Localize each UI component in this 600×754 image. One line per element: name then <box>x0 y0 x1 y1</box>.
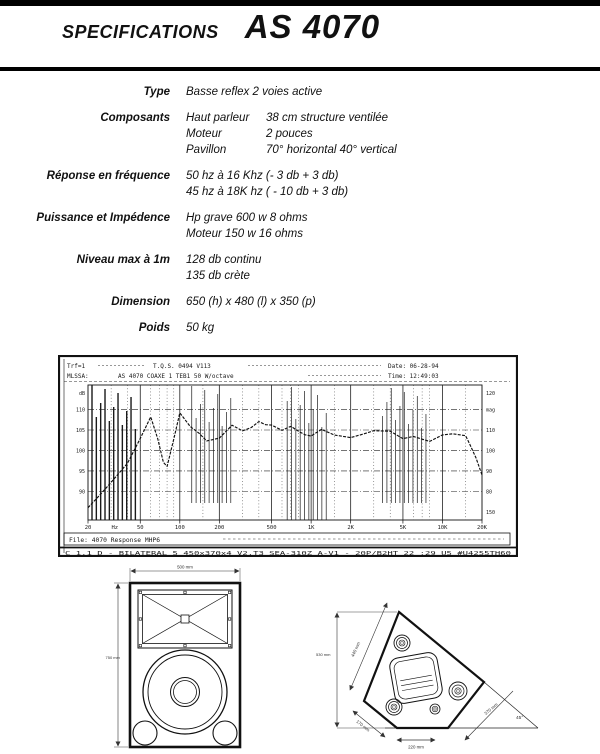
spec-row-type <box>0 84 480 100</box>
spec-value: 45 hz à 18K hz ( - 10 db + 3 db) <box>186 186 349 198</box>
spec-value: 135 db crète <box>186 270 250 282</box>
spec-label: Puissance et Impédence <box>36 212 170 224</box>
spec-sublabel: Moteur <box>186 128 222 140</box>
spec-value: 38 cm structure ventilée <box>266 112 389 124</box>
spec-row-reponse <box>0 168 480 200</box>
side-view-drawing <box>315 598 550 754</box>
spec-label: Type <box>143 86 170 98</box>
spec-value: 70° horizontal 40° vertical <box>266 144 397 156</box>
spec-line <box>186 142 397 158</box>
svg-text:Date: 06-28-94: Date: 06-28-94 <box>388 363 439 370</box>
side-height-label: 530 mm <box>316 652 331 657</box>
svg-text:dB: dB <box>78 391 85 398</box>
spec-row-poids <box>0 320 480 336</box>
spec-row-composants <box>0 110 480 158</box>
svg-text:C 1.1 D - BILATERAL 5 450x370x: C 1.1 D - BILATERAL 5 450x370x4 V2.T3 SEA-310Z A-V1 - 20P/B2HT 22 :29 U5 #U4255TH60 <box>65 551 511 557</box>
svg-text:100: 100 <box>75 448 85 455</box>
svg-text:10K: 10K <box>437 525 448 531</box>
svg-text:105: 105 <box>75 428 85 434</box>
spec-table <box>0 84 480 346</box>
svg-text:90: 90 <box>78 489 85 496</box>
svg-text:5K: 5K <box>399 525 407 531</box>
svg-text:1K: 1K <box>307 525 315 531</box>
side-bottom-label: 220 mm <box>408 744 424 750</box>
front-width-label: 500 mm <box>177 564 193 570</box>
spec-label: Réponse en fréquence <box>46 170 170 182</box>
svg-text:150: 150 <box>486 509 496 516</box>
svg-text:500: 500 <box>266 525 277 531</box>
frequency-response-chart <box>58 355 518 557</box>
svg-text:20K: 20K <box>477 525 487 531</box>
spec-value: 2 pouces <box>266 128 313 140</box>
spec-sub label: Haut parleur <box>186 112 250 124</box>
spec-label: Dimension <box>111 296 170 308</box>
svg-text:100: 100 <box>174 525 185 531</box>
cabinet-outline <box>130 583 240 747</box>
spec-label: Composants <box>100 112 170 124</box>
svg-text:AS 4070 COAXE 1 TEB1 50 W/octa: AS 4070 COAXE 1 TEB1 50 W/octave <box>118 373 234 380</box>
spec-line <box>186 110 397 126</box>
svg-text:File: 4070 Response MHP6: File: 4070 Response MHP6 <box>69 537 160 544</box>
page-header <box>62 8 380 46</box>
svg-text:90: 90 <box>486 468 493 475</box>
front-view-svg <box>105 560 255 754</box>
svg-text:mag: mag <box>486 407 496 414</box>
svg-text:120: 120 <box>486 391 496 398</box>
spec-line <box>186 126 397 142</box>
svg-text:80: 80 <box>486 489 493 496</box>
doc-type-title: SPECIFICATIONS <box>62 22 219 42</box>
spec-value: Basse reflex 2 voies active <box>186 86 323 98</box>
side-diag-upper-label: 440 mm <box>350 641 362 658</box>
spec-row-puissance <box>0 210 480 242</box>
svg-text:MLSSA:: MLSSA: <box>67 373 89 380</box>
svg-text:100: 100 <box>486 448 496 455</box>
svg-text:Trf=1: Trf=1 <box>67 363 86 370</box>
front-view-drawing <box>105 560 255 754</box>
svg-text:110: 110 <box>75 407 85 414</box>
spec-row-niveau <box>0 252 480 284</box>
horn-throat <box>181 615 189 623</box>
spec-value: 650 (h) x 480 (l) x 350 (p) <box>186 296 316 308</box>
spec-row-dimension <box>0 294 480 310</box>
spec-value: 50 hz à 16 Khz (- 3 db + 3 db) <box>186 170 339 182</box>
side-angle-label: 45° <box>516 716 524 721</box>
side-view-svg <box>315 598 550 754</box>
side-diag-lower-label: 170 mm <box>355 718 371 733</box>
wedge-outline <box>364 612 484 728</box>
svg-text:200: 200 <box>214 525 225 531</box>
model-title: AS 4070 <box>244 8 381 45</box>
svg-text:2K: 2K <box>347 525 354 531</box>
frequency-response-plot <box>58 355 518 557</box>
spec-value: 128 db continu <box>186 254 262 266</box>
svg-text:110: 110 <box>486 428 496 434</box>
top-black-bar <box>0 0 600 6</box>
spec-value: Moteur 150 w 16 ohms <box>186 228 303 240</box>
svg-text:Time: 12:49:03: Time: 12:49:03 <box>388 373 439 380</box>
spec-label: Niveau max à 1m <box>76 254 170 266</box>
svg-text:20: 20 <box>84 525 92 531</box>
spec-sublabel: Pavillon <box>186 144 227 156</box>
front-height-label: 750 mm <box>105 655 120 660</box>
svg-text:95: 95 <box>78 468 85 475</box>
side-depth-label: 370 mm <box>483 701 499 716</box>
spec-value: 50 kg <box>186 322 215 334</box>
header-divider <box>0 67 600 71</box>
svg-text:T.Q.S. 0494 V113: T.Q.S. 0494 V113 <box>153 363 211 370</box>
spec-value: Hp grave 600 w 8 ohms <box>186 212 308 224</box>
spec-label: Poids <box>138 322 170 334</box>
svg-text:Hz: Hz <box>111 525 119 531</box>
svg-text:50: 50 <box>136 525 144 531</box>
